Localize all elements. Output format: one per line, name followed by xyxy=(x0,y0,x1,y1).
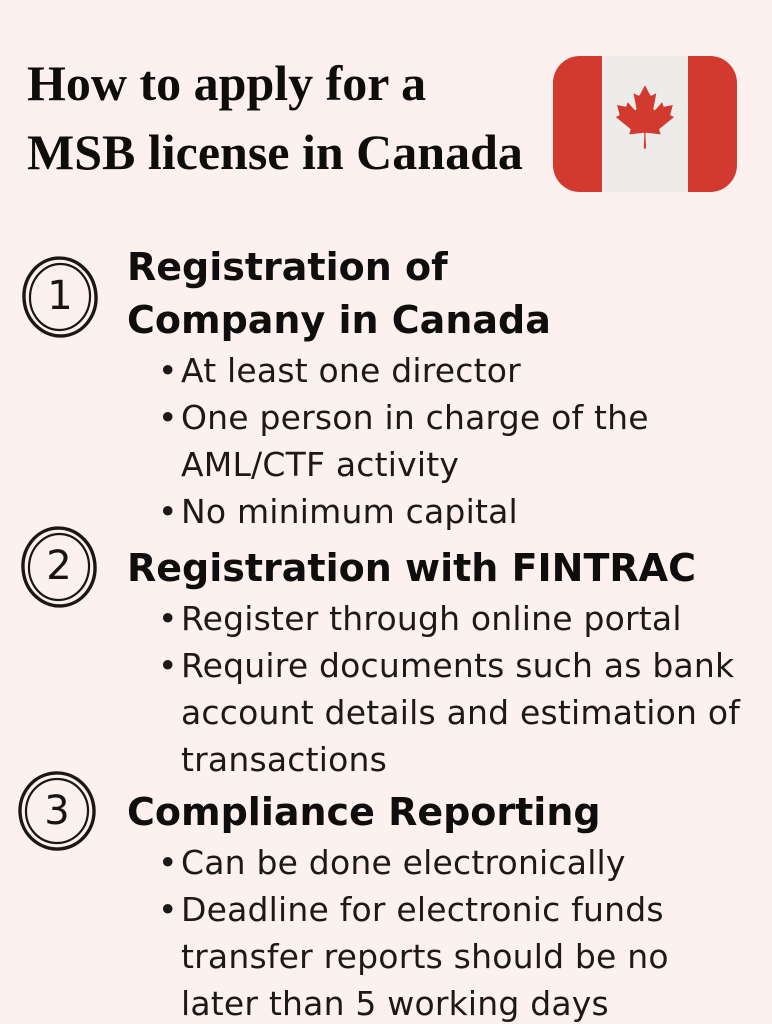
flag-left-red-bar xyxy=(553,56,602,192)
bullet-dot-icon: • xyxy=(158,599,178,638)
bullet-item xyxy=(127,394,747,488)
step-3-circle xyxy=(17,770,97,854)
bullet-text-line: transfer reports should be no xyxy=(181,937,669,976)
step-1-circle xyxy=(20,255,100,339)
main-title-line-1: How to apply for a xyxy=(27,55,427,111)
bullet-item xyxy=(127,595,747,642)
section-registration-with-fintrac xyxy=(127,542,747,783)
section-1-bullet-list xyxy=(127,347,747,535)
bullet-text-line: No minimum capital xyxy=(181,492,518,531)
step-1-number: 1 xyxy=(47,273,73,319)
bullet-text-line: later than 5 working days xyxy=(181,984,609,1023)
main-title xyxy=(27,49,523,187)
flag-right-red-bar xyxy=(688,56,737,192)
canada-flag-icon xyxy=(553,56,737,192)
bullet-text-line: AML/CTF activity xyxy=(181,445,460,484)
bullet-text-line: account details and estimation of xyxy=(181,693,741,732)
bullet-dot-icon: • xyxy=(158,890,178,929)
bullet-item xyxy=(127,886,747,1024)
bullet-dot-icon: • xyxy=(158,492,178,531)
step-2-circle xyxy=(19,525,99,609)
bullet-text-line: Can be done electronically xyxy=(181,843,626,882)
section-3-heading-line-1: Compliance Reporting xyxy=(127,790,601,834)
section-3-bullet-list xyxy=(127,839,747,1024)
bullet-text-line: Register through online portal xyxy=(181,599,682,638)
bullet-text-line: At least one director xyxy=(181,351,521,390)
section-2-bullet-list xyxy=(127,595,747,783)
bullet-dot-icon: • xyxy=(158,351,178,390)
bullet-dot-icon: • xyxy=(158,843,178,882)
bullet-dot-icon: • xyxy=(158,646,178,685)
bullet-text-line: Require documents such as bank xyxy=(181,646,735,685)
bullet-text-line: transactions xyxy=(181,740,388,779)
main-title-line-2: MSB license in Canada xyxy=(27,124,523,180)
section-1-heading-line-2: Company in Canada xyxy=(127,298,551,342)
bullet-item xyxy=(127,642,747,783)
section-1-heading-line-1: Registration of xyxy=(127,245,448,289)
section-2-heading-line-1: Registration with FINTRAC xyxy=(127,546,696,590)
section-compliance-reporting xyxy=(127,786,747,1024)
bullet-item xyxy=(127,347,747,394)
step-2-number: 2 xyxy=(46,543,72,589)
bullet-text-line: One person in charge of the xyxy=(181,398,649,437)
bullet-dot-icon: • xyxy=(158,398,178,437)
bullet-item xyxy=(127,839,747,886)
step-3-number: 3 xyxy=(44,788,70,834)
maple-leaf-icon xyxy=(603,83,687,165)
bullet-text-line: Deadline for electronic funds xyxy=(181,890,664,929)
section-registration-of-company xyxy=(127,241,747,535)
bullet-item xyxy=(127,488,747,535)
